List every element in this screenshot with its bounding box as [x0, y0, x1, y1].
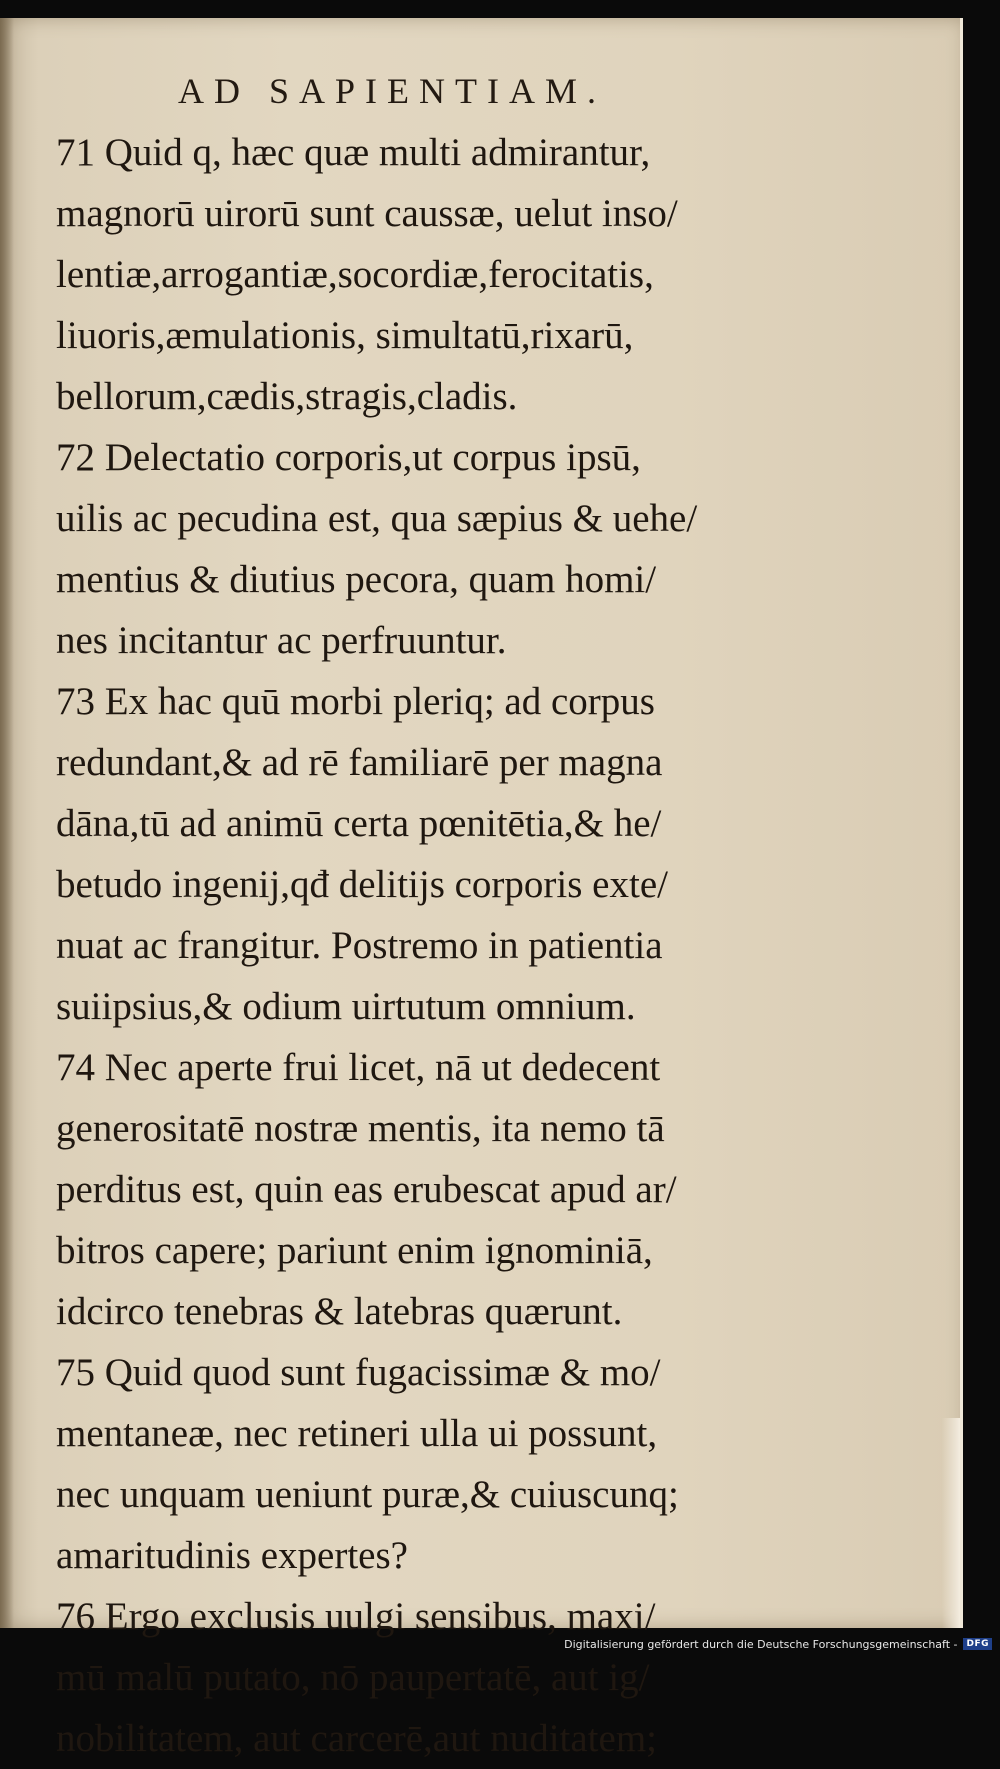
dfg-logo-icon: DFG	[963, 1638, 992, 1650]
text-line: bitros capere; pariunt enim ignominiā,	[56, 1229, 653, 1272]
text-line: nobilitatem, aut carcerē,aut nuditatem;	[56, 1717, 657, 1760]
digitization-credit	[564, 1634, 992, 1654]
text-line: suiipsius,& odium uirtutum omnium.	[56, 985, 636, 1028]
text-block	[56, 122, 776, 1769]
running-header: AD SAPIENTIAM.	[178, 71, 606, 111]
text-line: nes incitantur ac perfruuntur.	[56, 619, 507, 662]
text-line: perditus est, quin eas erubescat apud ar/	[56, 1168, 677, 1211]
text-line: lentiæ,arrogantiæ,socordiæ,ferocitatis,	[56, 253, 654, 296]
text-line: uilis ac pecudina est, qua sæpius & uehe/	[56, 497, 698, 540]
text-line: amaritudinis expertes?	[56, 1534, 408, 1577]
text-line: 75 Quid quod sunt fugacissimæ & mo/	[56, 1351, 661, 1394]
text-line: magnorū uirorū sunt caussæ, uelut inso/	[56, 192, 678, 235]
text-line: betudo ingenij,qđ delitijs corporis exte/	[56, 863, 668, 906]
text-line: mū malū putato, nō paupertatē, aut ig/	[56, 1656, 650, 1699]
text-line: bellorum,cædis,stragis,cladis.	[56, 375, 518, 418]
text-line: 71 Quid q, hæc quæ multi admirantur,	[56, 131, 651, 174]
text-line: nec unquam ueniunt puræ,& cuiuscunq;	[56, 1473, 679, 1516]
text-line: generositatē nostræ mentis, ita nemo tā	[56, 1107, 665, 1150]
text-line: nuat ac frangitur. Postremo in patientia	[56, 924, 663, 967]
text-line: 74 Nec aperte frui licet, nā ut dedecent	[56, 1046, 661, 1089]
text-line: 72 Delectatio corporis,ut corpus ipsū,	[56, 436, 641, 479]
text-line: 76 Ergo exclusis uulgi sensibus, maxi/	[56, 1595, 656, 1638]
page-edge	[942, 1418, 960, 1628]
text-line: dāna,tū ad animū certa pœnitētia,& he/	[56, 802, 662, 845]
credit-text: Digitalisierung gefördert durch die Deutsche Forschungsgemeinschaft -	[564, 1637, 958, 1651]
text-line: mentaneæ, nec retineri ulla ui possunt,	[56, 1412, 658, 1455]
text-line: liuoris,æmulationis, simultatū,rixarū,	[56, 314, 634, 357]
text-line: mentius & diutius pecora, quam homi/	[56, 558, 657, 601]
text-line: redundant,& ad rē familiarē per magna	[56, 741, 663, 784]
text-line: idcirco tenebras & latebras quærunt.	[56, 1290, 623, 1333]
text-line: 73 Ex hac quū morbi pleriq; ad corpus	[56, 680, 655, 723]
